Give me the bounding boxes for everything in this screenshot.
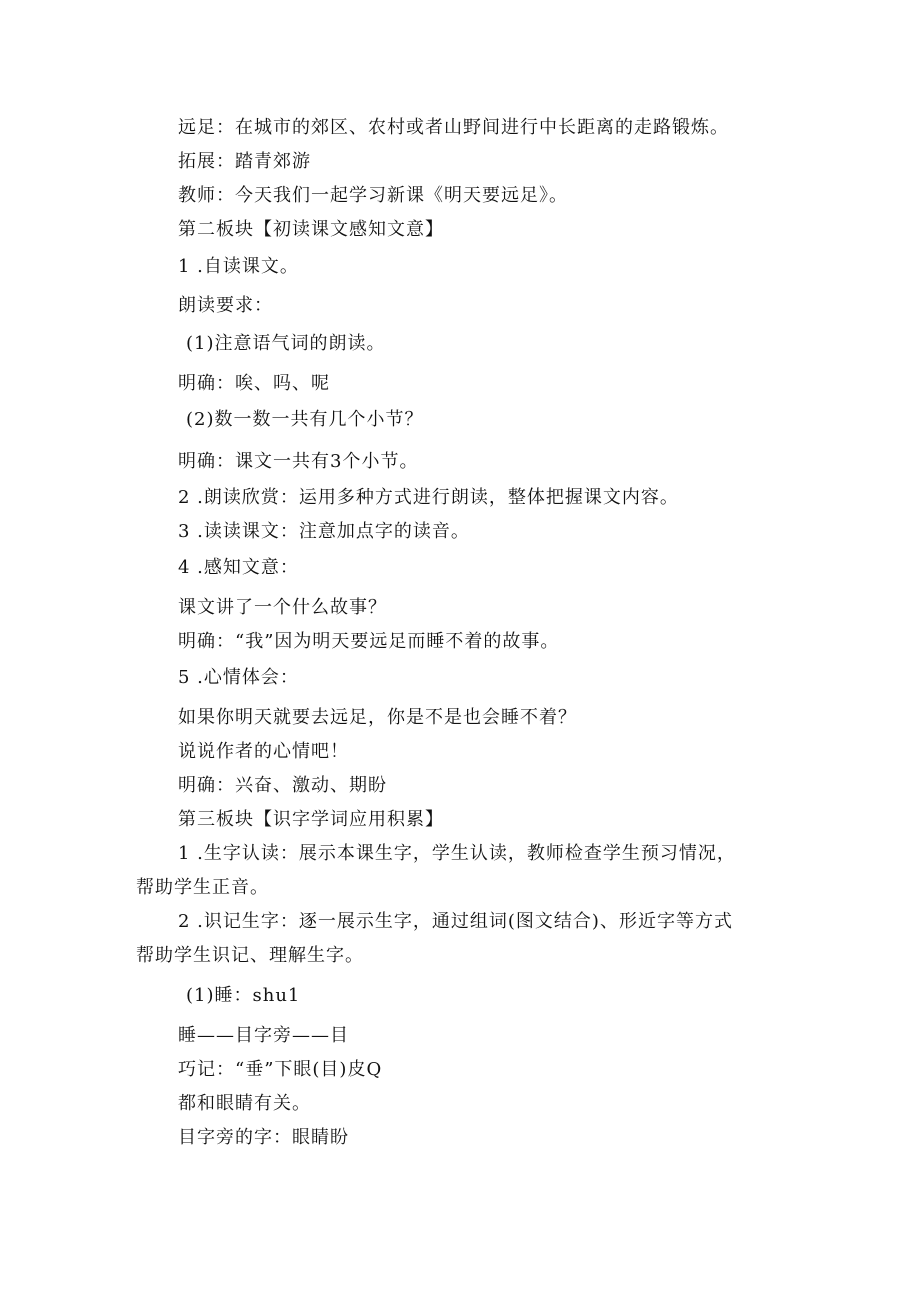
text-line: 睡——目字旁——目 bbox=[178, 1025, 349, 1046]
text-line: 1 .生字认读：展示本课生字，学生认读，教师检查学生预习情况， bbox=[178, 843, 736, 864]
text-line: 拓展：踏青郊游 bbox=[178, 151, 311, 172]
text-line: 朗读要求： bbox=[178, 295, 273, 316]
text-line: 明确：课文一共有3个小节。 bbox=[178, 451, 419, 472]
text-line: 明确：唉、吗、呢 bbox=[178, 373, 330, 394]
section-heading: 第三板块【识字学词应用积累】 bbox=[178, 809, 444, 830]
text-line: 明确：“我”因为明天要远足而睡不着的故事。 bbox=[178, 631, 560, 652]
text-line: 3 .读读课文：注意加点字的读音。 bbox=[178, 521, 470, 542]
text-line: 帮助学生识记、理解生字。 bbox=[136, 945, 364, 966]
text-line: 教师：今天我们一起学习新课《明天要远足》。 bbox=[178, 185, 568, 206]
text-line: 2 .朗读欣赏：运用多种方式进行朗读，整体把握课文内容。 bbox=[178, 487, 679, 508]
text-line: 5 .心情体会： bbox=[178, 667, 299, 688]
text-line: (1)注意语气词的朗读。 bbox=[186, 333, 386, 354]
text-line: 如果你明天就要去远足，你是不是也会睡不着？ bbox=[178, 707, 577, 728]
text-line: 巧记：“垂”下眼(目)皮Q bbox=[178, 1059, 383, 1080]
text-line: 说说作者的心情吧！ bbox=[178, 741, 349, 762]
text-line: 帮助学生正音。 bbox=[136, 877, 269, 898]
text-line: 目字旁的字：眼睛盼 bbox=[178, 1127, 349, 1148]
text-line: 远足：在城市的郊区、农村或者山野间进行中长距离的走路锻炼。 bbox=[178, 117, 729, 138]
text-line: 1 .自读课文。 bbox=[178, 256, 299, 277]
section-heading: 第二板块【初读课文感知文意】 bbox=[178, 219, 444, 240]
text-line: (1)睡：shu1 bbox=[186, 985, 301, 1006]
text-line: 都和眼睛有关。 bbox=[178, 1093, 311, 1114]
text-line: 4 .感知文意： bbox=[178, 557, 299, 578]
text-line: 课文讲了一个什么故事？ bbox=[178, 597, 387, 618]
text-line: 2 .识记生字：逐一展示生字，通过组词(图文结合)、形近字等方式 bbox=[178, 911, 733, 932]
text-line: (2)数一数一共有几个小节？ bbox=[186, 409, 424, 430]
text-line: 明确：兴奋、激动、期盼 bbox=[178, 775, 387, 796]
